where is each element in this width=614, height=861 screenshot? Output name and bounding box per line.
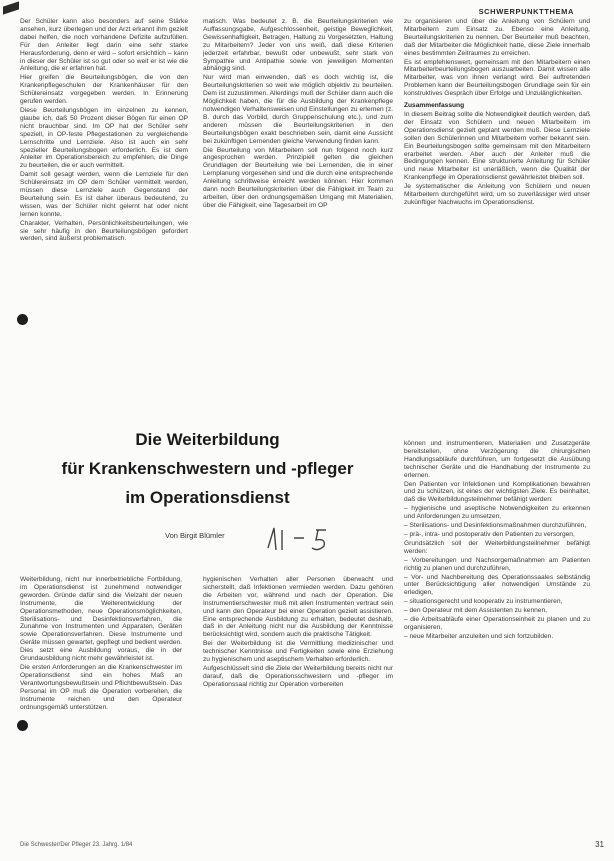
paragraph: – Vor- und Nachbereitung des Operationssaales selbständig unter Berücksichtigung aller notwendigen Umstände zu erledigen, [404,573,590,597]
paragraph: Den Patienten vor Infektionen und Komplikationen bewahren und zu schützen, ist eines der wichtigsten Ziele. Es beinhaltet, daß die Weiterbildungsteilnehmer befähigt werden: [404,480,590,504]
paragraph: Der Schüler kann also besonders auf seine Stärke ansehen, kurz überlegen und der Arzt erkannt ihm gezielt dabei helfen, die noch vorhandene Defizite aufzufüllen. Für den Anleiter liegt darin eine sehr starke Herausforderung, denn er wird – sofort ersichtlich – kann in dieser der Schüler ist so gut oder so weit er ist wie die Anleitung, die er erfahren hat. [20,18,188,73]
paragraph: – prä-, intra- und postoperativ den Patienten zu versorgen, [404,530,575,538]
paragraph: Aufgeschlüsselt sind die Ziele der Weiterbildung bereits nicht nur darauf, daß die Operationsschwestern und -pfleger im Operationssaal richtig zur Operation vorbereiten [203,664,393,688]
page-number: 31 [595,840,604,849]
page-corner-mark [3,1,19,14]
title-line-1: Die Weiterbildung [135,430,280,449]
paragraph: – Vorbereitungen und Nachsorgemaßnahmen am Patienten richtig zu planen und durchzuführen, [404,556,590,572]
article-title [20,425,395,512]
paragraph: Damit soll gesagt werden, wenn die Lernziele für den Schülereinsatz im OP dem Schüler vermittelt werden, müssen diese Lernziele auch Gegenstand der Beurteilung sein. Es ist daher überaus bedeutend, zu wissen, was der Schüler nicht gelernt hat oder nicht lernen konnte. [20,171,188,218]
paragraph: Charakter, Verhalten, Persönlichkeitsbeurteilungen, wie sie sehr häufig in den Beurteilungsbögen gefordert werden, sind äußerst problematisch. [20,219,188,243]
paragraph: zu organisieren und über die Anleitung von Schülern und Mitarbeitern zum Einsatz zu. Ebenso eine Anleitung, Beurteilungskriterien zu nennen. Der Beurteiler muß beachten, daß der Mitarbeiter die Möglichkeit hatte, diese Ziele innerhalb eines bestimmten Zeitraumes zu erreichen. [404,18,590,57]
column-top-2 [203,18,393,211]
paragraph: – situationsgerecht und kooperativ zu instrumentieren, [404,598,563,606]
column-bottom-1 [20,576,182,712]
title-line-3: im Operationsdienst [125,488,290,507]
paragraph: Die Beurteilung von Mitarbeitern soll nun folgend noch kurz angesprochen werden. Prinzipiell gelten die gleichen Grundlagen der Beurteilung wie bei Lernenden, die in einer Lernplanung vorgesehen sind und die durch eine entsprechende Anleitung schrittweise erreicht werden können. Hier kommen dann noch Beurteilungskriterien über die Fähigkeit im Team zu arbeiten, über den ordnungsgemäßen Umgang mit Materialien, über die Fähigkeit, eine Tagesarbeit im OP [203,146,393,209]
paragraph: Bei der Weiterbildung ist die Vermittlung medizinischer und technischer Kenntnisse und Fertigkeiten sowie eine Erziehung zu hygienischem und aseptischem Verhalten erforderlich. [203,640,393,664]
title-line-2: für Krankenschwestern und -pfleger [61,459,354,478]
section-header: SCHWERPUNKTTHEMA [478,7,574,16]
paragraph: In diesem Beitrag sollte die Notwendigkeit deutlich werden, daß der Einsatz von Schülern und neuen Mitarbeitern im Operationsdienst gezielt geplant werden muß. Diese Lernziele sollen den Schülerinnen und Mitarbeitern vorher bekannt sein. Ein Beurteilungsbogen sollte gemeinsam mit den Mitarbeitern erarbeitet werden. Aber auch der Anleiter muß die Bedingungen kennen. Eine strukturierte Anleitung für Schüler und neue Mitarbeiter ist unerläßlich, wenn die Qualität der Krankenpflege im Operationsdienst gewährleistet bleiben soll. [404,110,590,182]
author-byline: Von Birgit Blümler [165,531,225,540]
paragraph: – die Arbeitsabläufe einer Operationseinheit zu planen und zu organisieren, [404,616,590,631]
handwritten-signature [260,518,350,558]
paragraph: – neue Mitarbeiter anzuleiten und sich fortzubilden. [404,632,554,640]
paragraph: – den Operateur mit dem Assistenten zu kennen, [404,607,547,615]
column-bottom-3 [404,440,590,642]
column-top-3 [404,18,590,208]
paragraph: Grundsätzlich soll der Weiterbildungsteilnehmer befähigt werden: [404,539,590,555]
paragraph: hygienischen Verhalten aller Personen überwacht und sicherstellt, daß Infektionen vermieden werden. Dazu gehören die Arbeiten vor, während und nach der Operation. Die Instrumentierschwester muß mit allen Instrumenten vertraut sein und kann den Operateur bei einer Operation gezielt assistieren. Eine entsprechende Ausbildung zu erhalten, bedeutet deshalb, daß in der Anleitung nicht nur die Ausbildung der Kenntnisse berücksichtigt wird, sondern auch die praktische Tätigkeit. [203,576,393,639]
paragraph: – Sterilisations- und Desinfektionsmaßnahmen durchzuführen, [404,522,587,530]
paragraph: Die ersten Anforderungen an die Krankenschwester im Operationsdienst sind ein hohes Maß an Verantwortungsbewußtsein und Pflichtbewußtsein. Das Personal im OP muß die Operation vorbereiten, die Instrumente reichen und den Operateur ordnungsgemäß unterstützen. [20,663,182,711]
punch-hole-lower [17,720,28,731]
subheading: Zusammenfassung [404,102,465,110]
paragraph: matisch. Was bedeutet z. B. die Beurteilungskriterien wie Auffassungsgabe, Aufgeschlossenheit, geistige Beweglichkeit, Gewissenhaftigkeit, Betragen, Haltung zu Vorgesetzten, Haltung zu Mitarbeitern? Jeder von uns weiß, daß diese Kriterien jederzeit erfahrbar, bewußt oder unbewußt, sehr stark von Sympathie und Antipathie sowie von jeweiligen Momenten abhängig sind. [203,18,393,73]
paragraph: Nur wird man einwenden, daß es doch wichtig ist, die Beurteilungskriterien so weit wie möglich objektiv zu beurteilen. Dem ist zuzustimmen. Allerdings muß der Schüler dann auch die Möglichkeit haben, die für die Ausbildung der Krankenpflege notwendigen Verhaltensweisen und Einstellungen zu erlernen (z. B. durch das Vorbild, durch Gruppenschulung etc.), und zum anderen müssen die Beurteilungskriterien in den Beurteilungsbögen exakt beschrieben sein, damit eine Aussicht bei zukünftigen Lernenden gleiche Verwendung finden kann. [203,74,393,145]
paragraph: – hygienische und aseptische Notwendigkeiten zu erkennen und Anforderungen zu umsetzen, [404,505,590,521]
punch-hole-upper [17,314,28,325]
paragraph: Hier greifen die Beurteilungsbögen, die von den Krankenpflegeschulen der Krankenhäuser für den Schülereinsatz vorgegeben werden. In Erinnerung gerufen werden. [20,74,188,106]
paragraph: Es ist empfehlenswert, gemeinsam mit den Mitarbeitern einen Mitarbeiterbeurteilungsbogen auszuarbeiten. Damit wissen alle Mitarbeiter, was von ihnen verlangt wird. Bei auftretenden Problemen kann der Beurteilungsbogen Grundlage sein für ein konstruktives Gespräch über Erfolge und Unzulänglichkeiten. [404,58,590,98]
footer-publication: Die Schwester/Der Pfleger 23. Jahrg. 1/84 [20,842,133,848]
paragraph: Weiterbildung, nicht nur innerbetriebliche Fortbildung, im Operationsdienst ist zunehmend notwendiger geworden. Gründe dafür sind die Vielzahl der neuen Instrumente, die Weiterentwicklung der Operationsmethoden, neue Operationsmöglichkeiten, Sterilisations- und Desinfektionsverfahren, die Zunahme von Instrumenten und Apparaten, Geräten sowie Operationsverfahren. Diese Instrumente und Geräte müssen gewartet, gepflegt und bedient werden. Dies setzt eine Ausbildung voraus, die in der Grundausbildung nicht mehr gewährleistet ist. [20,576,182,663]
paragraph: Je systematischer die Anleitung von Schülern und neuen Mitarbeitern durchgeführt wird, um so zuverlässiger wird unser zukünftiger Nachwuchs im Operationsdienst. [404,183,590,206]
paragraph: können und instrumentieren, Materialien und Zusatzgeräte bereitstellen, ohne Verzögerung die chirurgischen Handlungsabläufe durchführen, um fortgesetzt die Ausübung technischer Geräte und die Handhabung der Instrumente zu erlernen. [404,440,590,479]
column-top-1 [20,18,188,244]
paragraph: Diese Beurteilungsbögen im einzelnen zu kennen, glaube ich, daß 50 Prozent dieser Bögen für einen OP nicht brauchbar sind. Im OP hat der Schüler sehr speziell, in OP-feste Pflegestationen zu vergleichende Lernschritte und Lernziele. Also ist auch ein sehr spezieller Beurteilungsbogen erforderlich. Es ist dem Anleiter im Operationsbereich zu empfehlen, die Dinge zu beurteilen, die er auch vermittelt. [20,106,188,170]
column-bottom-2 [203,576,393,690]
